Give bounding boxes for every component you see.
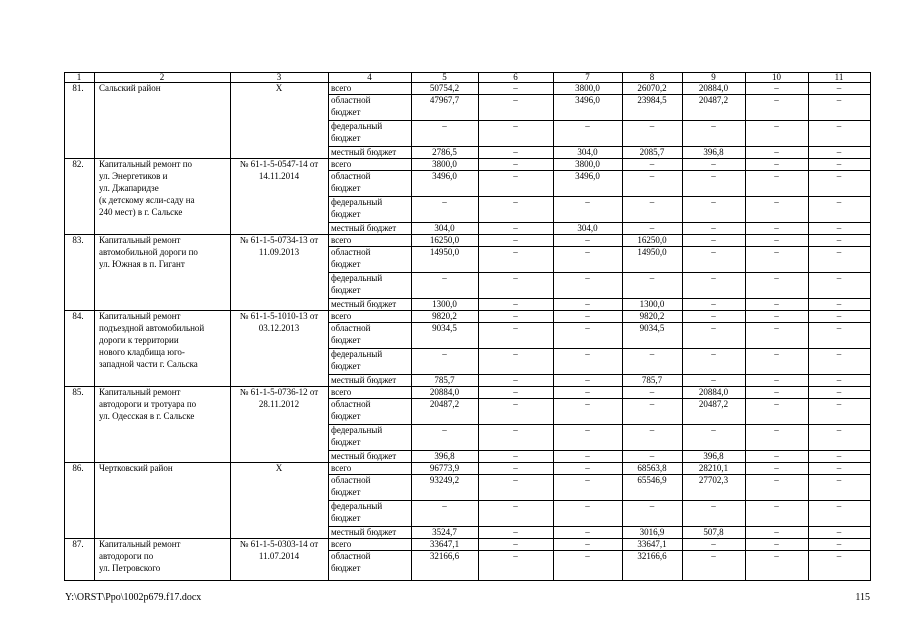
amount-cell: 28210,1 [698, 463, 729, 473]
funding-source-label: местный бюджет [331, 147, 397, 157]
group-rule [64, 580, 871, 581]
amount-cell: 396,8 [434, 451, 455, 461]
footer-file-path: Y:\ORST\Ppo\1002p679.f17.docx [65, 592, 202, 603]
amount-cell: – [585, 387, 590, 397]
amount-cell: – [774, 197, 779, 207]
amount-cell: 20487,2 [698, 399, 729, 409]
funding-source-label: областной [331, 323, 371, 333]
approval-document: X [275, 463, 283, 473]
amount-cell: – [442, 197, 447, 207]
column-rule [870, 72, 871, 581]
amount-cell: 47967,7 [429, 95, 460, 105]
amount-cell: – [513, 235, 518, 245]
amount-cell: – [836, 223, 842, 233]
amount-cell: – [836, 501, 842, 511]
object-name: дороги к территории [99, 335, 179, 345]
amount-cell: – [836, 463, 842, 473]
object-name: автодороги по [99, 551, 154, 561]
amount-cell: – [774, 399, 779, 409]
amount-cell: 507,8 [703, 527, 724, 537]
amount-cell: 3496,0 [575, 95, 600, 105]
amount-cell: 3496,0 [575, 171, 600, 181]
amount-cell: – [442, 349, 447, 359]
amount-cell: – [585, 247, 590, 257]
amount-cell: 9034,5 [639, 323, 665, 333]
amount-cell: – [774, 475, 779, 485]
funding-source-label: областной [331, 247, 371, 257]
amount-cell: – [649, 223, 655, 233]
amount-cell: – [711, 223, 716, 233]
amount-cell: – [649, 273, 655, 283]
amount-cell: – [585, 501, 590, 511]
column-number-header: 10 [772, 72, 781, 82]
amount-cell: – [836, 171, 842, 181]
column-rule [64, 72, 65, 581]
approval-document: 03.12.2013 [258, 323, 300, 333]
column-number-header: 4 [367, 72, 372, 82]
amount-cell: – [774, 273, 779, 283]
amount-cell: 20884,0 [429, 387, 460, 397]
funding-source-label: местный бюджет [331, 375, 397, 385]
amount-cell: – [836, 551, 842, 561]
amount-cell: – [711, 425, 716, 435]
funding-source-label: бюджет [331, 487, 361, 497]
amount-cell: – [585, 121, 590, 131]
amount-cell: – [774, 375, 779, 385]
item-number: 83. [72, 235, 84, 245]
funding-source-label: федеральный [331, 197, 383, 207]
amount-cell: – [513, 299, 518, 309]
amount-cell: – [513, 323, 518, 333]
funding-source-label: всего [331, 235, 352, 245]
funding-source-label: всего [331, 387, 352, 397]
object-name: Чертковский район [99, 463, 173, 473]
amount-cell: – [513, 539, 518, 549]
amount-cell: – [585, 425, 590, 435]
object-name: ул. Южная в п. Гигант [99, 259, 185, 269]
object-name: Капитальный ремонт [99, 311, 181, 321]
amount-cell: – [836, 527, 842, 537]
object-name: Капитальный ремонт [99, 387, 181, 397]
amount-cell: – [649, 171, 655, 181]
funding-source-label: бюджет [331, 285, 361, 295]
amount-cell: 33647,1 [429, 539, 460, 549]
funding-source-label: бюджет [331, 107, 361, 117]
amount-cell: – [774, 463, 779, 473]
funding-source-label: бюджет [331, 335, 361, 345]
amount-cell: – [774, 147, 779, 157]
amount-cell: – [836, 83, 842, 93]
amount-cell: – [442, 121, 447, 131]
column-number-header: 8 [649, 72, 655, 82]
amount-cell: – [774, 235, 779, 245]
amount-cell: 33647,1 [637, 539, 667, 549]
amount-cell: – [836, 197, 842, 207]
funding-source-label: местный бюджет [331, 223, 397, 233]
amount-cell: – [585, 463, 590, 473]
amount-cell: – [513, 121, 518, 131]
approval-document: № 61-1-5-0303-14 от [239, 539, 319, 549]
amount-cell: – [585, 475, 590, 485]
funding-source-label: местный бюджет [331, 527, 397, 537]
amount-cell: 27702,3 [698, 475, 729, 485]
funding-source-label: областной [331, 551, 371, 561]
approval-document: № 61-1-5-1010-13 от [239, 311, 319, 321]
item-number: 84. [72, 311, 84, 321]
amount-cell: – [585, 273, 590, 283]
amount-cell: 16250,0 [637, 235, 667, 245]
amount-cell: 304,0 [434, 223, 455, 233]
amount-cell: – [836, 247, 842, 257]
amount-cell: – [513, 387, 518, 397]
funding-source-label: бюджет [331, 133, 361, 143]
approval-document: 11.07.2014 [258, 551, 300, 561]
amount-cell: 23984,5 [637, 95, 667, 105]
amount-cell: – [513, 425, 518, 435]
amount-cell: 32166,6 [429, 551, 460, 561]
amount-cell: 14950,0 [637, 247, 667, 257]
amount-cell: – [585, 235, 590, 245]
amount-cell: – [711, 121, 716, 131]
object-name: ул. Энергетиков и [99, 171, 168, 181]
approval-document: № 61-1-5-0734-13 от [239, 235, 319, 245]
amount-cell: – [711, 197, 716, 207]
amount-cell: – [649, 451, 655, 461]
amount-cell: – [513, 451, 518, 461]
amount-cell: – [711, 299, 716, 309]
column-number-header: 1 [76, 72, 82, 82]
item-number: 85. [72, 387, 84, 397]
amount-cell: 396,8 [703, 147, 724, 157]
funding-source-label: всего [331, 463, 352, 473]
amount-cell: – [513, 399, 518, 409]
amount-cell: – [513, 463, 518, 473]
amount-cell: – [649, 387, 655, 397]
funding-source-label: всего [331, 83, 352, 93]
amount-cell: – [774, 387, 779, 397]
funding-source-label: бюджет [331, 183, 361, 193]
amount-cell: – [513, 247, 518, 257]
amount-cell: – [513, 527, 518, 537]
amount-cell: 20884,0 [698, 83, 729, 93]
amount-cell: – [585, 197, 590, 207]
column-rule [328, 72, 329, 581]
amount-cell: – [649, 349, 655, 359]
amount-cell: 3496,0 [432, 171, 457, 181]
amount-cell: – [442, 425, 447, 435]
amount-cell: – [649, 425, 655, 435]
amount-cell: – [513, 197, 518, 207]
funding-source-label: бюджет [331, 209, 361, 219]
amount-cell: – [513, 171, 518, 181]
amount-cell: – [513, 551, 518, 561]
amount-cell: – [513, 95, 518, 105]
amount-cell: – [585, 349, 590, 359]
funding-source-label: всего [331, 539, 352, 549]
column-number-header: 5 [442, 72, 447, 82]
amount-cell: – [585, 551, 590, 561]
object-name: (к детскому ясли-саду на [99, 195, 195, 205]
amount-cell: – [513, 349, 518, 359]
amount-cell: 93249,2 [429, 475, 460, 485]
object-name: западной части г. Сальска [99, 359, 198, 369]
object-name: Сальский район [99, 83, 161, 93]
amount-cell: – [836, 95, 842, 105]
amount-cell: – [836, 323, 842, 333]
amount-cell: – [774, 223, 779, 233]
amount-cell: – [711, 247, 716, 257]
amount-cell: – [774, 159, 779, 169]
amount-cell: – [513, 375, 518, 385]
object-name: 240 мест) в г. Сальске [99, 207, 183, 217]
approval-document: № 61-1-5-0736-12 от [239, 387, 319, 397]
amount-cell: – [836, 387, 842, 397]
page-number: 115 [855, 592, 870, 603]
amount-cell: 304,0 [577, 147, 598, 157]
amount-cell: – [585, 299, 590, 309]
amount-cell: – [774, 425, 779, 435]
amount-cell: – [711, 349, 716, 359]
approval-document: 28.11.2012 [258, 399, 300, 409]
object-name: автодороги и тротуара по [99, 399, 197, 409]
amount-cell: – [585, 375, 590, 385]
amount-cell: 20487,2 [429, 399, 460, 409]
amount-cell: – [649, 399, 655, 409]
object-name: ул. Одесская в г. Сальске [99, 411, 195, 421]
funding-source-label: бюджет [331, 437, 361, 447]
amount-cell: – [774, 247, 779, 257]
amount-cell: – [711, 273, 716, 283]
amount-cell: – [711, 171, 716, 181]
funding-source-label: бюджет [331, 563, 361, 573]
funding-source-label: местный бюджет [331, 451, 397, 461]
amount-cell: – [513, 147, 518, 157]
amount-cell: – [711, 551, 716, 561]
approval-document: X [275, 83, 283, 93]
column-number-header: 9 [711, 72, 716, 82]
amount-cell: – [649, 159, 655, 169]
item-number: 81. [72, 83, 84, 93]
funding-source-label: федеральный [331, 501, 383, 511]
amount-cell: – [649, 121, 655, 131]
amount-cell: 16250,0 [429, 235, 460, 245]
funding-source-label: федеральный [331, 425, 383, 435]
funding-source-label: всего [331, 159, 352, 169]
amount-cell: – [585, 311, 590, 321]
amount-cell: 785,7 [434, 375, 455, 385]
amount-cell: – [711, 235, 716, 245]
item-number: 87. [72, 539, 84, 549]
amount-cell: – [774, 121, 779, 131]
amount-cell: 2085,7 [639, 147, 665, 157]
object-name: подъездной автомобильной [99, 323, 205, 333]
amount-cell: – [585, 323, 590, 333]
amount-cell: – [836, 375, 842, 385]
amount-cell: – [774, 539, 779, 549]
amount-cell: 9820,2 [432, 311, 457, 321]
approval-document: № 61-1-5-0547-14 от [239, 159, 319, 169]
item-number: 82. [72, 159, 84, 169]
amount-cell: – [585, 527, 590, 537]
amount-cell: – [836, 399, 842, 409]
amount-cell: – [836, 425, 842, 435]
amount-cell: – [774, 349, 779, 359]
amount-cell: – [711, 323, 716, 333]
amount-cell: 9820,2 [639, 311, 665, 321]
amount-cell: 9034,5 [432, 323, 457, 333]
amount-cell: – [513, 501, 518, 511]
amount-cell: 3800,0 [575, 159, 600, 169]
amount-cell: – [442, 501, 447, 511]
amount-cell: 304,0 [577, 223, 598, 233]
column-number-header: 6 [513, 72, 518, 82]
amount-cell: – [774, 501, 779, 511]
amount-cell: – [711, 311, 716, 321]
amount-cell: – [836, 159, 842, 169]
item-number: 86. [72, 463, 84, 473]
amount-cell: 3800,0 [432, 159, 457, 169]
amount-cell: – [836, 299, 842, 309]
amount-cell: – [513, 159, 518, 169]
amount-cell: 26070,2 [637, 83, 667, 93]
amount-cell: 68563,8 [637, 463, 667, 473]
amount-cell: 3524,7 [432, 527, 457, 537]
amount-cell: 32166,6 [637, 551, 667, 561]
column-number-header: 2 [159, 72, 165, 82]
amount-cell: – [774, 83, 779, 93]
funding-source-label: бюджет [331, 513, 361, 523]
amount-cell: – [836, 349, 842, 359]
object-name: нового кладбища юго- [99, 347, 185, 357]
amount-cell: – [711, 539, 716, 549]
object-name: автомобильной дороги по [99, 247, 198, 257]
amount-cell: – [774, 311, 779, 321]
funding-source-label: бюджет [331, 411, 361, 421]
amount-cell: 396,8 [703, 451, 724, 461]
amount-cell: – [513, 475, 518, 485]
amount-cell: – [836, 475, 842, 485]
amount-cell: 20487,2 [698, 95, 729, 105]
object-name: ул. Петровского [99, 563, 161, 573]
funding-source-label: всего [331, 311, 352, 321]
amount-cell: – [585, 539, 590, 549]
amount-cell: – [836, 311, 842, 321]
amount-cell: – [585, 399, 590, 409]
object-name: Капитальный ремонт по [99, 159, 193, 169]
column-number-header: 3 [276, 72, 282, 82]
funding-source-label: местный бюджет [331, 299, 397, 309]
amount-cell: – [836, 539, 842, 549]
column-number-header: 7 [585, 72, 590, 82]
object-name: ул. Джапаридзе [99, 183, 159, 193]
amount-cell: 3800,0 [575, 83, 600, 93]
amount-cell: 14950,0 [429, 247, 460, 257]
column-rule [94, 72, 95, 581]
approval-document: 11.09.2013 [258, 247, 300, 257]
funding-source-label: областной [331, 171, 371, 181]
funding-source-label: бюджет [331, 361, 361, 371]
object-name: Капитальный ремонт [99, 235, 181, 245]
object-name: Капитальный ремонт [99, 539, 181, 549]
amount-cell: 1300,0 [639, 299, 665, 309]
approval-document: 14.11.2014 [258, 171, 300, 181]
amount-cell: – [711, 375, 716, 385]
amount-cell: – [774, 299, 779, 309]
amount-cell: 2786,5 [432, 147, 457, 157]
amount-cell: 96773,9 [429, 463, 460, 473]
amount-cell: – [836, 273, 842, 283]
amount-cell: – [513, 83, 518, 93]
amount-cell: – [585, 451, 590, 461]
amount-cell: – [774, 323, 779, 333]
amount-cell: 20884,0 [698, 387, 729, 397]
amount-cell: – [836, 147, 842, 157]
amount-cell: – [649, 197, 655, 207]
amount-cell: – [836, 235, 842, 245]
amount-cell: – [836, 451, 842, 461]
column-number-header: 11 [834, 72, 844, 82]
amount-cell: – [649, 501, 655, 511]
amount-cell: – [711, 501, 716, 511]
funding-source-label: областной [331, 399, 371, 409]
amount-cell: 50754,2 [429, 83, 460, 93]
funding-source-label: бюджет [331, 259, 361, 269]
funding-source-label: областной [331, 95, 371, 105]
amount-cell: – [774, 527, 779, 537]
amount-cell: 785,7 [641, 375, 663, 385]
amount-cell: 65546,9 [637, 475, 667, 485]
amount-cell: 3016,9 [639, 527, 665, 537]
funding-source-label: федеральный [331, 349, 383, 359]
funding-source-label: федеральный [331, 273, 383, 283]
amount-cell: 1300,0 [432, 299, 457, 309]
amount-cell: – [513, 273, 518, 283]
amount-cell: – [774, 551, 779, 561]
amount-cell: – [513, 223, 518, 233]
amount-cell: – [774, 171, 779, 181]
amount-cell: – [836, 121, 842, 131]
amount-cell: – [774, 95, 779, 105]
funding-source-label: федеральный [331, 121, 383, 131]
amount-cell: – [513, 311, 518, 321]
amount-cell: – [711, 159, 716, 169]
amount-cell: – [442, 273, 447, 283]
funding-source-label: областной [331, 475, 371, 485]
amount-cell: – [774, 451, 779, 461]
